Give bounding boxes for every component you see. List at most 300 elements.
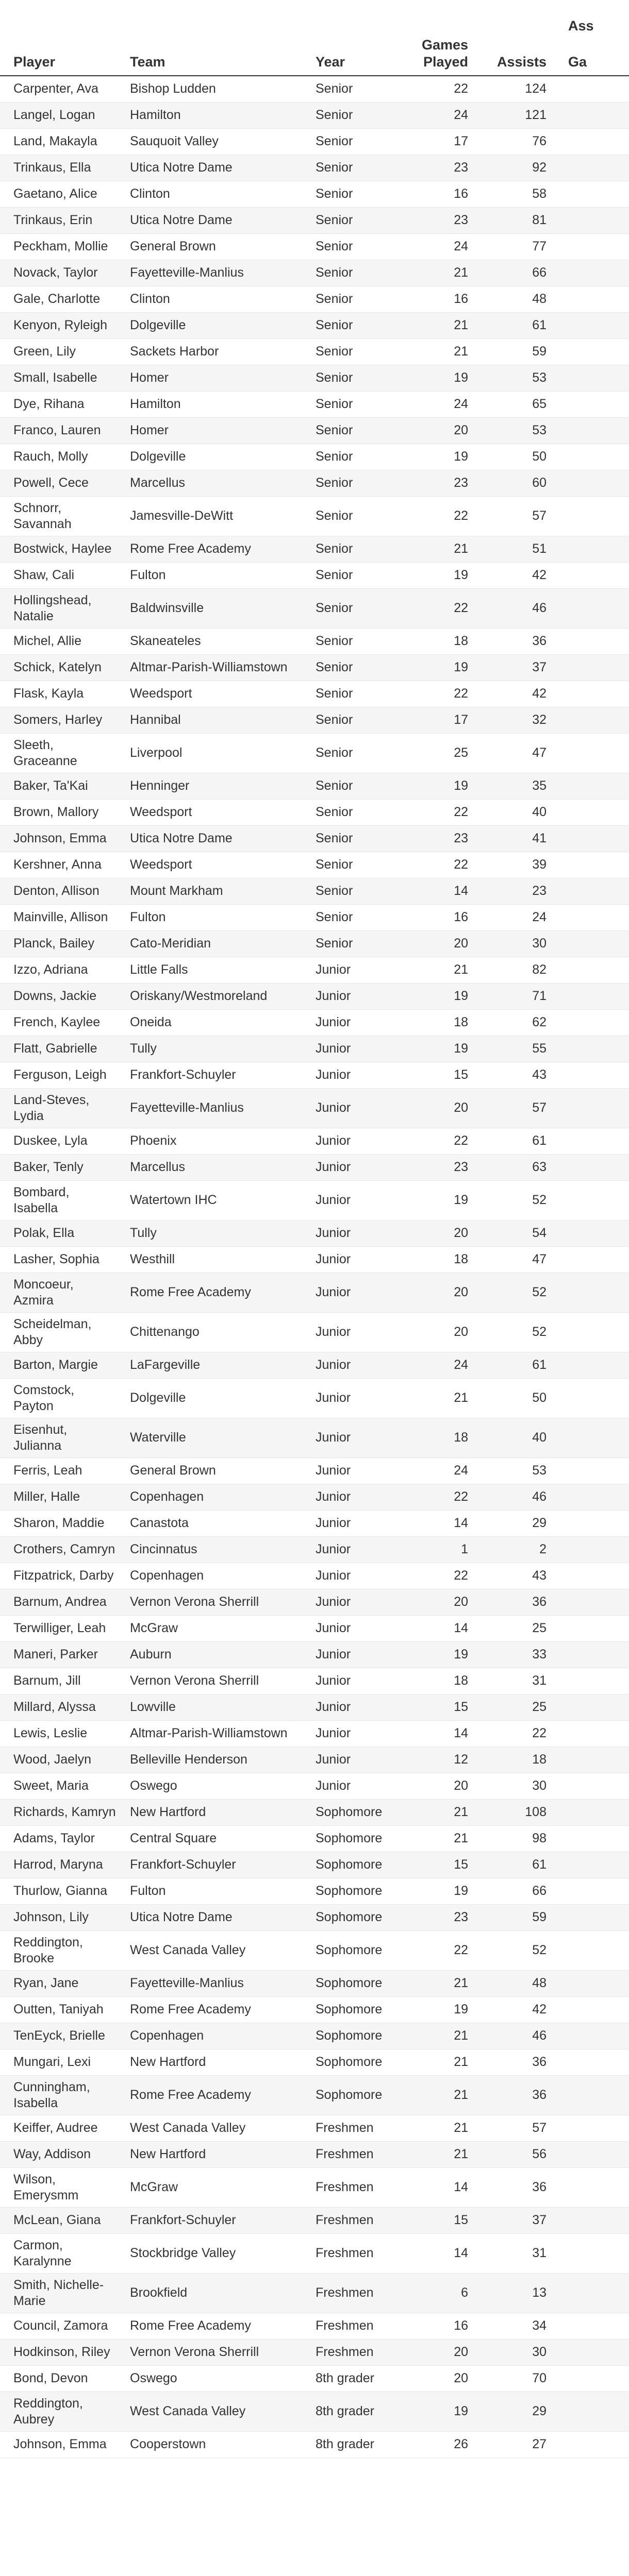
table-row: [0, 1180, 629, 1220]
cell-team: Bishop Ludden: [117, 76, 302, 102]
cell-year: Senior: [302, 852, 407, 878]
cell-year: Senior: [302, 128, 407, 155]
cell-team: Little Falls: [117, 957, 302, 983]
cell-games-played: 22: [407, 1930, 476, 1970]
cell-year: Junior: [302, 1589, 407, 1615]
cell-team: Auburn: [117, 1641, 302, 1668]
cell-player: Keiffer, Audree: [0, 2115, 117, 2141]
cell-year: Sophomore: [302, 1904, 407, 1930]
table-row: [0, 1009, 629, 1036]
table-row: [0, 1062, 629, 1088]
cell-assists: 25: [476, 1615, 555, 1641]
cell-player: Wilson, Emerysmm: [0, 2167, 117, 2207]
table-row: [0, 2313, 629, 2339]
cell-clipped-column: [555, 417, 629, 444]
cell-player: Mainville, Allison: [0, 904, 117, 930]
cell-team: Sauquoit Valley: [117, 128, 302, 155]
table-row: [0, 2273, 629, 2313]
cell-year: Senior: [302, 825, 407, 852]
cell-team: Hannibal: [117, 707, 302, 733]
cell-clipped-column: [555, 2049, 629, 2075]
cell-player: Gale, Charlotte: [0, 286, 117, 312]
cell-clipped-column: [555, 155, 629, 181]
cell-year: Sophomore: [302, 1878, 407, 1904]
cell-team: Stockbridge Valley: [117, 2233, 302, 2273]
cell-assists: 30: [476, 930, 555, 957]
cell-player: Scheidelman, Abby: [0, 1312, 117, 1352]
cell-clipped-column: [555, 983, 629, 1009]
table-row: [0, 1036, 629, 1062]
cell-games-played: 14: [407, 1720, 476, 1747]
table-row: [0, 983, 629, 1009]
cell-team: Fayetteville-Manlius: [117, 1088, 302, 1128]
cell-games-played: 21: [407, 1799, 476, 1825]
table-row: [0, 1799, 629, 1825]
table-row: [0, 681, 629, 707]
cell-year: Junior: [302, 1773, 407, 1799]
cell-team: Mount Markham: [117, 878, 302, 904]
cell-year: Senior: [302, 286, 407, 312]
cell-assists: 54: [476, 1220, 555, 1246]
cell-games-played: 17: [407, 707, 476, 733]
cell-year: Senior: [302, 391, 407, 417]
cell-games-played: 14: [407, 1615, 476, 1641]
cell-assists: 37: [476, 2207, 555, 2233]
cell-year: Freshmen: [302, 2141, 407, 2167]
cell-team: Rome Free Academy: [117, 1273, 302, 1312]
cell-clipped-column: [555, 733, 629, 773]
cell-team: Dolgeville: [117, 312, 302, 338]
cell-games-played: 16: [407, 286, 476, 312]
table-row: [0, 2141, 629, 2167]
cell-team: Dolgeville: [117, 1378, 302, 1418]
cell-assists: 56: [476, 2141, 555, 2167]
cell-team: Altmar-Parish-Williamstown: [117, 1720, 302, 1747]
cell-assists: 63: [476, 1154, 555, 1180]
table-row: [0, 1510, 629, 1536]
cell-assists: 18: [476, 1747, 555, 1773]
cell-assists: 52: [476, 1312, 555, 1352]
cell-team: Oriskany/Westmoreland: [117, 983, 302, 1009]
cell-games-played: 21: [407, 2023, 476, 2049]
cell-player: Hollingshead, Natalie: [0, 588, 117, 628]
cell-player: Ferris, Leah: [0, 1458, 117, 1484]
cell-clipped-column: [555, 496, 629, 536]
cell-player: Schnorr, Savannah: [0, 496, 117, 536]
header-player[interactable]: Player: [0, 0, 117, 76]
cell-year: Senior: [302, 904, 407, 930]
cell-player: Johnson, Emma: [0, 2431, 117, 2458]
cell-player: Comstock, Payton: [0, 1378, 117, 1418]
cell-clipped-column: [555, 2431, 629, 2458]
cell-games-played: 15: [407, 1694, 476, 1720]
cell-clipped-column: [555, 1563, 629, 1589]
cell-team: General Brown: [117, 233, 302, 260]
cell-clipped-column: [555, 1154, 629, 1180]
cell-assists: 98: [476, 1825, 555, 1852]
cell-player: Carpenter, Ava: [0, 76, 117, 102]
cell-assists: 43: [476, 1062, 555, 1088]
cell-year: Junior: [302, 983, 407, 1009]
table-row: [0, 1220, 629, 1246]
cell-clipped-column: [555, 1312, 629, 1352]
cell-games-played: 22: [407, 1128, 476, 1154]
cell-player: Outten, Taniyah: [0, 1996, 117, 2023]
cell-games-played: 23: [407, 207, 476, 233]
table-row: [0, 1930, 629, 1970]
cell-team: McGraw: [117, 2167, 302, 2207]
cell-team: New Hartford: [117, 2141, 302, 2167]
cell-player: Johnson, Lily: [0, 1904, 117, 1930]
cell-player: Dye, Rihana: [0, 391, 117, 417]
table-row: [0, 1852, 629, 1878]
cell-team: West Canada Valley: [117, 2115, 302, 2141]
cell-player: Johnson, Emma: [0, 825, 117, 852]
cell-clipped-column: [555, 654, 629, 681]
table-row: [0, 825, 629, 852]
cell-games-played: 24: [407, 391, 476, 417]
cell-assists: 76: [476, 128, 555, 155]
cell-clipped-column: [555, 76, 629, 102]
cell-player: Michel, Allie: [0, 628, 117, 654]
table-row: [0, 444, 629, 470]
cell-assists: 57: [476, 1088, 555, 1128]
cell-games-played: 19: [407, 1180, 476, 1220]
cell-assists: 36: [476, 1589, 555, 1615]
table-row: [0, 536, 629, 562]
cell-team: Frankfort-Schuyler: [117, 1852, 302, 1878]
cell-year: Senior: [302, 930, 407, 957]
cell-team: Weedsport: [117, 799, 302, 825]
cell-team: Hamilton: [117, 102, 302, 128]
cell-year: Freshmen: [302, 2207, 407, 2233]
table-row: [0, 1878, 629, 1904]
cell-assists: 22: [476, 1720, 555, 1747]
cell-games-played: 19: [407, 1878, 476, 1904]
cell-year: Senior: [302, 470, 407, 496]
cell-team: LaFargeville: [117, 1352, 302, 1378]
cell-clipped-column: [555, 1009, 629, 1036]
cell-assists: 39: [476, 852, 555, 878]
cell-player: Schick, Katelyn: [0, 654, 117, 681]
cell-player: Flask, Kayla: [0, 681, 117, 707]
cell-assists: 43: [476, 1563, 555, 1589]
cell-assists: 40: [476, 799, 555, 825]
cell-team: Vernon Verona Sherrill: [117, 1589, 302, 1615]
cell-team: Rome Free Academy: [117, 1996, 302, 2023]
cell-year: Freshmen: [302, 2339, 407, 2365]
cell-games-played: 15: [407, 2207, 476, 2233]
cell-clipped-column: [555, 1246, 629, 1273]
cell-games-played: 23: [407, 155, 476, 181]
cell-player: French, Kaylee: [0, 1009, 117, 1036]
cell-assists: 46: [476, 588, 555, 628]
cell-games-played: 21: [407, 2141, 476, 2167]
cell-games-played: 21: [407, 2075, 476, 2115]
header-clipped-column[interactable]: Ass Ga: [555, 0, 629, 76]
table-row: [0, 904, 629, 930]
cell-clipped-column: [555, 260, 629, 286]
cell-games-played: 22: [407, 496, 476, 536]
header-assists[interactable]: Assists: [476, 0, 555, 76]
cell-player: Sweet, Maria: [0, 1773, 117, 1799]
cell-player: Barton, Margie: [0, 1352, 117, 1378]
cell-team: Cato-Meridian: [117, 930, 302, 957]
cell-player: Wood, Jaelyn: [0, 1747, 117, 1773]
table-row: [0, 470, 629, 496]
cell-player: Mungari, Lexi: [0, 2049, 117, 2075]
table-row: [0, 773, 629, 799]
cell-clipped-column: [555, 2339, 629, 2365]
cell-player: Crothers, Camryn: [0, 1536, 117, 1563]
cell-team: Copenhagen: [117, 1484, 302, 1510]
cell-assists: 61: [476, 1852, 555, 1878]
cell-games-played: 18: [407, 1246, 476, 1273]
cell-games-played: 20: [407, 417, 476, 444]
cell-player: Barnum, Andrea: [0, 1589, 117, 1615]
cell-clipped-column: [555, 1930, 629, 1970]
cell-player: Langel, Logan: [0, 102, 117, 128]
cell-year: Sophomore: [302, 2075, 407, 2115]
cell-clipped-column: [555, 128, 629, 155]
cell-games-played: 21: [407, 1970, 476, 1996]
cell-year: 8th grader: [302, 2392, 407, 2431]
table-row: [0, 1088, 629, 1128]
cell-player: Baker, Tenly: [0, 1154, 117, 1180]
cell-year: Senior: [302, 207, 407, 233]
cell-games-played: 25: [407, 733, 476, 773]
header-team[interactable]: Team: [117, 0, 302, 76]
cell-assists: 27: [476, 2431, 555, 2458]
table-row: [0, 628, 629, 654]
cell-player: Duskee, Lyla: [0, 1128, 117, 1154]
cell-player: TenEyck, Brielle: [0, 2023, 117, 2049]
cell-assists: 42: [476, 562, 555, 588]
cell-games-played: 20: [407, 2365, 476, 2392]
cell-clipped-column: [555, 233, 629, 260]
cell-assists: 42: [476, 681, 555, 707]
table-row: [0, 2115, 629, 2141]
cell-player: Council, Zamora: [0, 2313, 117, 2339]
cell-year: Freshmen: [302, 2115, 407, 2141]
cell-clipped-column: [555, 562, 629, 588]
cell-assists: 81: [476, 207, 555, 233]
cell-assists: 35: [476, 773, 555, 799]
cell-assists: 82: [476, 957, 555, 983]
cell-assists: 58: [476, 181, 555, 207]
cell-games-played: 19: [407, 773, 476, 799]
header-year[interactable]: Year: [302, 0, 407, 76]
cell-assists: 48: [476, 1970, 555, 1996]
cell-clipped-column: [555, 2167, 629, 2207]
cell-player: Izzo, Adriana: [0, 957, 117, 983]
table-row: [0, 496, 629, 536]
cell-games-played: 21: [407, 312, 476, 338]
cell-year: Junior: [302, 1180, 407, 1220]
cell-games-played: 21: [407, 2049, 476, 2075]
cell-clipped-column: [555, 1720, 629, 1747]
cell-assists: 47: [476, 1246, 555, 1273]
cell-year: Senior: [302, 233, 407, 260]
cell-year: Senior: [302, 444, 407, 470]
cell-player: Ferguson, Leigh: [0, 1062, 117, 1088]
cell-games-played: 19: [407, 1641, 476, 1668]
cell-games-played: 24: [407, 233, 476, 260]
cell-clipped-column: [555, 2207, 629, 2233]
cell-clipped-column: [555, 2392, 629, 2431]
cell-year: 8th grader: [302, 2431, 407, 2458]
cell-clipped-column: [555, 1220, 629, 1246]
cell-year: Senior: [302, 102, 407, 128]
cell-player: Gaetano, Alice: [0, 181, 117, 207]
cell-games-played: 19: [407, 365, 476, 391]
cell-player: Powell, Cece: [0, 470, 117, 496]
cell-player: Trinkaus, Erin: [0, 207, 117, 233]
cell-games-played: 23: [407, 825, 476, 852]
table-row: [0, 1312, 629, 1352]
cell-team: Watertown IHC: [117, 1180, 302, 1220]
table-row: [0, 1825, 629, 1852]
cell-clipped-column: [555, 957, 629, 983]
table-row: [0, 1484, 629, 1510]
cell-games-played: 19: [407, 562, 476, 588]
cell-team: Marcellus: [117, 1154, 302, 1180]
cell-clipped-column: [555, 1088, 629, 1128]
cell-assists: 46: [476, 2023, 555, 2049]
cell-assists: 60: [476, 470, 555, 496]
table-row: [0, 207, 629, 233]
cell-clipped-column: [555, 2141, 629, 2167]
cell-team: Homer: [117, 365, 302, 391]
cell-assists: 108: [476, 1799, 555, 1825]
cell-team: Marcellus: [117, 470, 302, 496]
cell-games-played: 18: [407, 1668, 476, 1694]
cell-team: Tully: [117, 1220, 302, 1246]
cell-year: Senior: [302, 338, 407, 365]
cell-assists: 30: [476, 1773, 555, 1799]
cell-year: Junior: [302, 1220, 407, 1246]
cell-clipped-column: [555, 904, 629, 930]
cell-year: Junior: [302, 1154, 407, 1180]
cell-games-played: 12: [407, 1747, 476, 1773]
cell-clipped-column: [555, 2273, 629, 2313]
cell-year: Freshmen: [302, 2313, 407, 2339]
cell-games-played: 22: [407, 588, 476, 628]
cell-year: Freshmen: [302, 2273, 407, 2313]
cell-clipped-column: [555, 1878, 629, 1904]
table-row: [0, 1773, 629, 1799]
cell-player: Millard, Alyssa: [0, 1694, 117, 1720]
cell-clipped-column: [555, 102, 629, 128]
cell-clipped-column: [555, 1904, 629, 1930]
table-row: [0, 233, 629, 260]
cell-assists: 29: [476, 1510, 555, 1536]
cell-team: Copenhagen: [117, 2023, 302, 2049]
cell-clipped-column: [555, 1747, 629, 1773]
cell-year: Junior: [302, 1352, 407, 1378]
cell-team: Rome Free Academy: [117, 536, 302, 562]
cell-clipped-column: [555, 1484, 629, 1510]
cell-player: Lasher, Sophia: [0, 1246, 117, 1273]
cell-team: General Brown: [117, 1458, 302, 1484]
cell-team: West Canada Valley: [117, 2392, 302, 2431]
cell-year: Senior: [302, 155, 407, 181]
cell-clipped-column: [555, 628, 629, 654]
cell-games-played: 23: [407, 1904, 476, 1930]
cell-team: Oswego: [117, 1773, 302, 1799]
cell-player: Reddington, Aubrey: [0, 2392, 117, 2431]
cell-clipped-column: [555, 681, 629, 707]
cell-year: Senior: [302, 365, 407, 391]
cell-clipped-column: [555, 1180, 629, 1220]
cell-clipped-column: [555, 773, 629, 799]
cell-clipped-column: [555, 2075, 629, 2115]
cell-player: Land, Makayla: [0, 128, 117, 155]
cell-year: Senior: [302, 628, 407, 654]
cell-assists: 34: [476, 2313, 555, 2339]
table-body: [0, 76, 629, 2458]
cell-games-played: 19: [407, 1036, 476, 1062]
cell-year: Senior: [302, 878, 407, 904]
cell-assists: 32: [476, 707, 555, 733]
cell-team: Lowville: [117, 1694, 302, 1720]
cell-clipped-column: [555, 1641, 629, 1668]
cell-clipped-column: [555, 1036, 629, 1062]
header-games-played[interactable]: Games Played: [407, 0, 476, 76]
cell-clipped-column: [555, 1352, 629, 1378]
cell-team: Westhill: [117, 1246, 302, 1273]
cell-team: Belleville Henderson: [117, 1747, 302, 1773]
cell-year: Junior: [302, 1312, 407, 1352]
cell-team: Vernon Verona Sherrill: [117, 2339, 302, 2365]
cell-clipped-column: [555, 2023, 629, 2049]
cell-player: Moncoeur, Azmira: [0, 1273, 117, 1312]
table-row: [0, 2365, 629, 2392]
cell-clipped-column: [555, 930, 629, 957]
cell-player: Eisenhut, Julianna: [0, 1418, 117, 1458]
cell-clipped-column: [555, 1773, 629, 1799]
cell-assists: 66: [476, 260, 555, 286]
table-row: [0, 155, 629, 181]
cell-player: Barnum, Jill: [0, 1668, 117, 1694]
cell-team: Canastota: [117, 1510, 302, 1536]
cell-clipped-column: [555, 1273, 629, 1312]
table-row: [0, 1378, 629, 1418]
cell-player: Bond, Devon: [0, 2365, 117, 2392]
table-row: [0, 417, 629, 444]
table-row: [0, 1694, 629, 1720]
cell-team: Fulton: [117, 904, 302, 930]
cell-year: Sophomore: [302, 1970, 407, 1996]
table-row: [0, 930, 629, 957]
table-row: [0, 878, 629, 904]
cell-player: Sharon, Maddie: [0, 1510, 117, 1536]
cell-assists: 36: [476, 2075, 555, 2115]
cell-team: Central Square: [117, 1825, 302, 1852]
table-row: [0, 1904, 629, 1930]
cell-clipped-column: [555, 1418, 629, 1458]
table-row: [0, 2431, 629, 2458]
cell-games-played: 15: [407, 1852, 476, 1878]
cell-assists: 66: [476, 1878, 555, 1904]
cell-games-played: 16: [407, 2313, 476, 2339]
cell-team: Utica Notre Dame: [117, 207, 302, 233]
cell-games-played: 23: [407, 1154, 476, 1180]
cell-player: Adams, Taylor: [0, 1825, 117, 1852]
cell-clipped-column: [555, 2313, 629, 2339]
cell-games-played: 16: [407, 904, 476, 930]
cell-games-played: 22: [407, 799, 476, 825]
